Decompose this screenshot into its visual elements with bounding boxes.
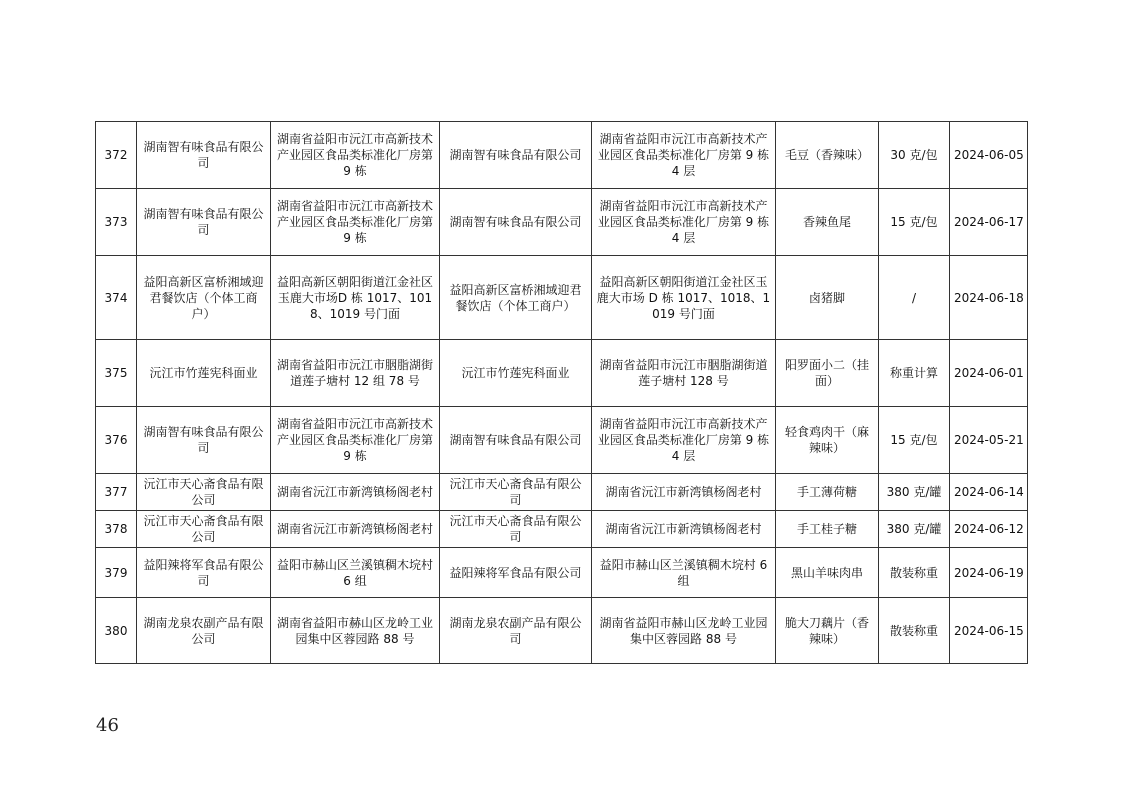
sampled-unit-name: 沅江市天心斋食品有限公司	[440, 474, 592, 511]
sampled-unit-address: 益阳高新区朝阳街道江金社区玉鹿大市场 D 栋 1017、1018、1019 号门面	[592, 256, 776, 340]
sampling-results-table	[95, 121, 1028, 664]
table-row	[96, 189, 1028, 256]
producer-address: 湖南省沅江市新湾镇杨阁老村	[271, 511, 440, 548]
producer-address: 益阳高新区朝阳街道江金社区玉鹿大市场D 栋 1017、1018、1019 号门面	[271, 256, 440, 340]
production-date: 2024-06-19	[950, 548, 1028, 598]
production-date: 2024-06-18	[950, 256, 1028, 340]
producer-address: 湖南省沅江市新湾镇杨阁老村	[271, 474, 440, 511]
product-name: 毛豆（香辣味）	[776, 122, 879, 189]
product-name: 脆大刀藕片（香辣味）	[776, 598, 879, 664]
producer-name: 沅江市天心斋食品有限公司	[137, 511, 271, 548]
product-spec: 380 克/罐	[879, 474, 950, 511]
sampled-unit-address: 湖南省益阳市沅江市高新技术产业园区食品类标准化厂房第 9 栋 4 层	[592, 189, 776, 256]
sampled-unit-address: 湖南省益阳市沅江市胭脂湖街道莲子塘村 128 号	[592, 340, 776, 407]
production-date: 2024-06-15	[950, 598, 1028, 664]
production-date: 2024-06-17	[950, 189, 1028, 256]
table-row	[96, 598, 1028, 664]
row-number: 372	[96, 122, 137, 189]
table-row	[96, 340, 1028, 407]
table-row	[96, 474, 1028, 511]
product-spec: 散装称重	[879, 548, 950, 598]
product-name: 阳罗面小二（挂面）	[776, 340, 879, 407]
sampled-unit-name: 益阳高新区富桥湘域迎君餐饮店（个体工商户）	[440, 256, 592, 340]
row-number: 378	[96, 511, 137, 548]
product-name: 香辣鱼尾	[776, 189, 879, 256]
sampled-unit-name: 湖南龙泉农副产品有限公司	[440, 598, 592, 664]
product-spec: 15 克/包	[879, 189, 950, 256]
product-name: 手工薄荷糖	[776, 474, 879, 511]
table-row	[96, 407, 1028, 474]
producer-address: 益阳市赫山区兰溪镇稠木垸村 6 组	[271, 548, 440, 598]
production-date: 2024-06-14	[950, 474, 1028, 511]
producer-address: 湖南省益阳市赫山区龙岭工业园集中区蓉园路 88 号	[271, 598, 440, 664]
table-row	[96, 548, 1028, 598]
production-date: 2024-06-05	[950, 122, 1028, 189]
producer-name: 湖南智有味食品有限公司	[137, 122, 271, 189]
row-number: 376	[96, 407, 137, 474]
product-spec: 称重计算	[879, 340, 950, 407]
table-row	[96, 256, 1028, 340]
producer-name: 湖南龙泉农副产品有限公司	[137, 598, 271, 664]
producer-address: 湖南省益阳市沅江市高新技术产业园区食品类标准化厂房第 9 栋	[271, 189, 440, 256]
production-date: 2024-06-01	[950, 340, 1028, 407]
producer-name: 沅江市天心斋食品有限公司	[137, 474, 271, 511]
product-name: 卤猪脚	[776, 256, 879, 340]
product-spec: 15 克/包	[879, 407, 950, 474]
row-number: 375	[96, 340, 137, 407]
row-number: 374	[96, 256, 137, 340]
sampled-unit-name: 沅江市竹莲宪科面业	[440, 340, 592, 407]
sampled-unit-name: 益阳辣将军食品有限公司	[440, 548, 592, 598]
producer-address: 湖南省益阳市沅江市胭脂湖街道莲子塘村 12 组 78 号	[271, 340, 440, 407]
producer-name: 沅江市竹莲宪科面业	[137, 340, 271, 407]
sampled-unit-address: 湖南省沅江市新湾镇杨阁老村	[592, 474, 776, 511]
producer-name: 湖南智有味食品有限公司	[137, 189, 271, 256]
product-name: 黑山羊味肉串	[776, 548, 879, 598]
row-number: 380	[96, 598, 137, 664]
row-number: 379	[96, 548, 137, 598]
sampled-unit-name: 湖南智有味食品有限公司	[440, 122, 592, 189]
sampled-unit-address: 湖南省益阳市赫山区龙岭工业园集中区蓉园路 88 号	[592, 598, 776, 664]
product-name: 手工桂子糖	[776, 511, 879, 548]
producer-name: 湖南智有味食品有限公司	[137, 407, 271, 474]
sampled-unit-name: 湖南智有味食品有限公司	[440, 189, 592, 256]
production-date: 2024-06-12	[950, 511, 1028, 548]
row-number: 377	[96, 474, 137, 511]
producer-address: 湖南省益阳市沅江市高新技术产业园区食品类标准化厂房第 9 栋	[271, 122, 440, 189]
producer-name: 益阳辣将军食品有限公司	[137, 548, 271, 598]
product-spec: 380 克/罐	[879, 511, 950, 548]
producer-name: 益阳高新区富桥湘域迎君餐饮店（个体工商户）	[137, 256, 271, 340]
sampled-unit-address: 湖南省沅江市新湾镇杨阁老村	[592, 511, 776, 548]
table-row	[96, 511, 1028, 548]
product-spec: 30 克/包	[879, 122, 950, 189]
sampled-unit-address: 益阳市赫山区兰溪镇稠木垸村 6 组	[592, 548, 776, 598]
page-number: 46	[96, 715, 119, 736]
sampled-unit-name: 湖南智有味食品有限公司	[440, 407, 592, 474]
product-spec: /	[879, 256, 950, 340]
sampled-unit-name: 沅江市天心斋食品有限公司	[440, 511, 592, 548]
row-number: 373	[96, 189, 137, 256]
sampled-unit-address: 湖南省益阳市沅江市高新技术产业园区食品类标准化厂房第 9 栋 4 层	[592, 407, 776, 474]
producer-address: 湖南省益阳市沅江市高新技术产业园区食品类标准化厂房第 9 栋	[271, 407, 440, 474]
sampled-unit-address: 湖南省益阳市沅江市高新技术产业园区食品类标准化厂房第 9 栋 4 层	[592, 122, 776, 189]
production-date: 2024-05-21	[950, 407, 1028, 474]
product-spec: 散装称重	[879, 598, 950, 664]
table-row	[96, 122, 1028, 189]
product-name: 轻食鸡肉干（麻辣味）	[776, 407, 879, 474]
